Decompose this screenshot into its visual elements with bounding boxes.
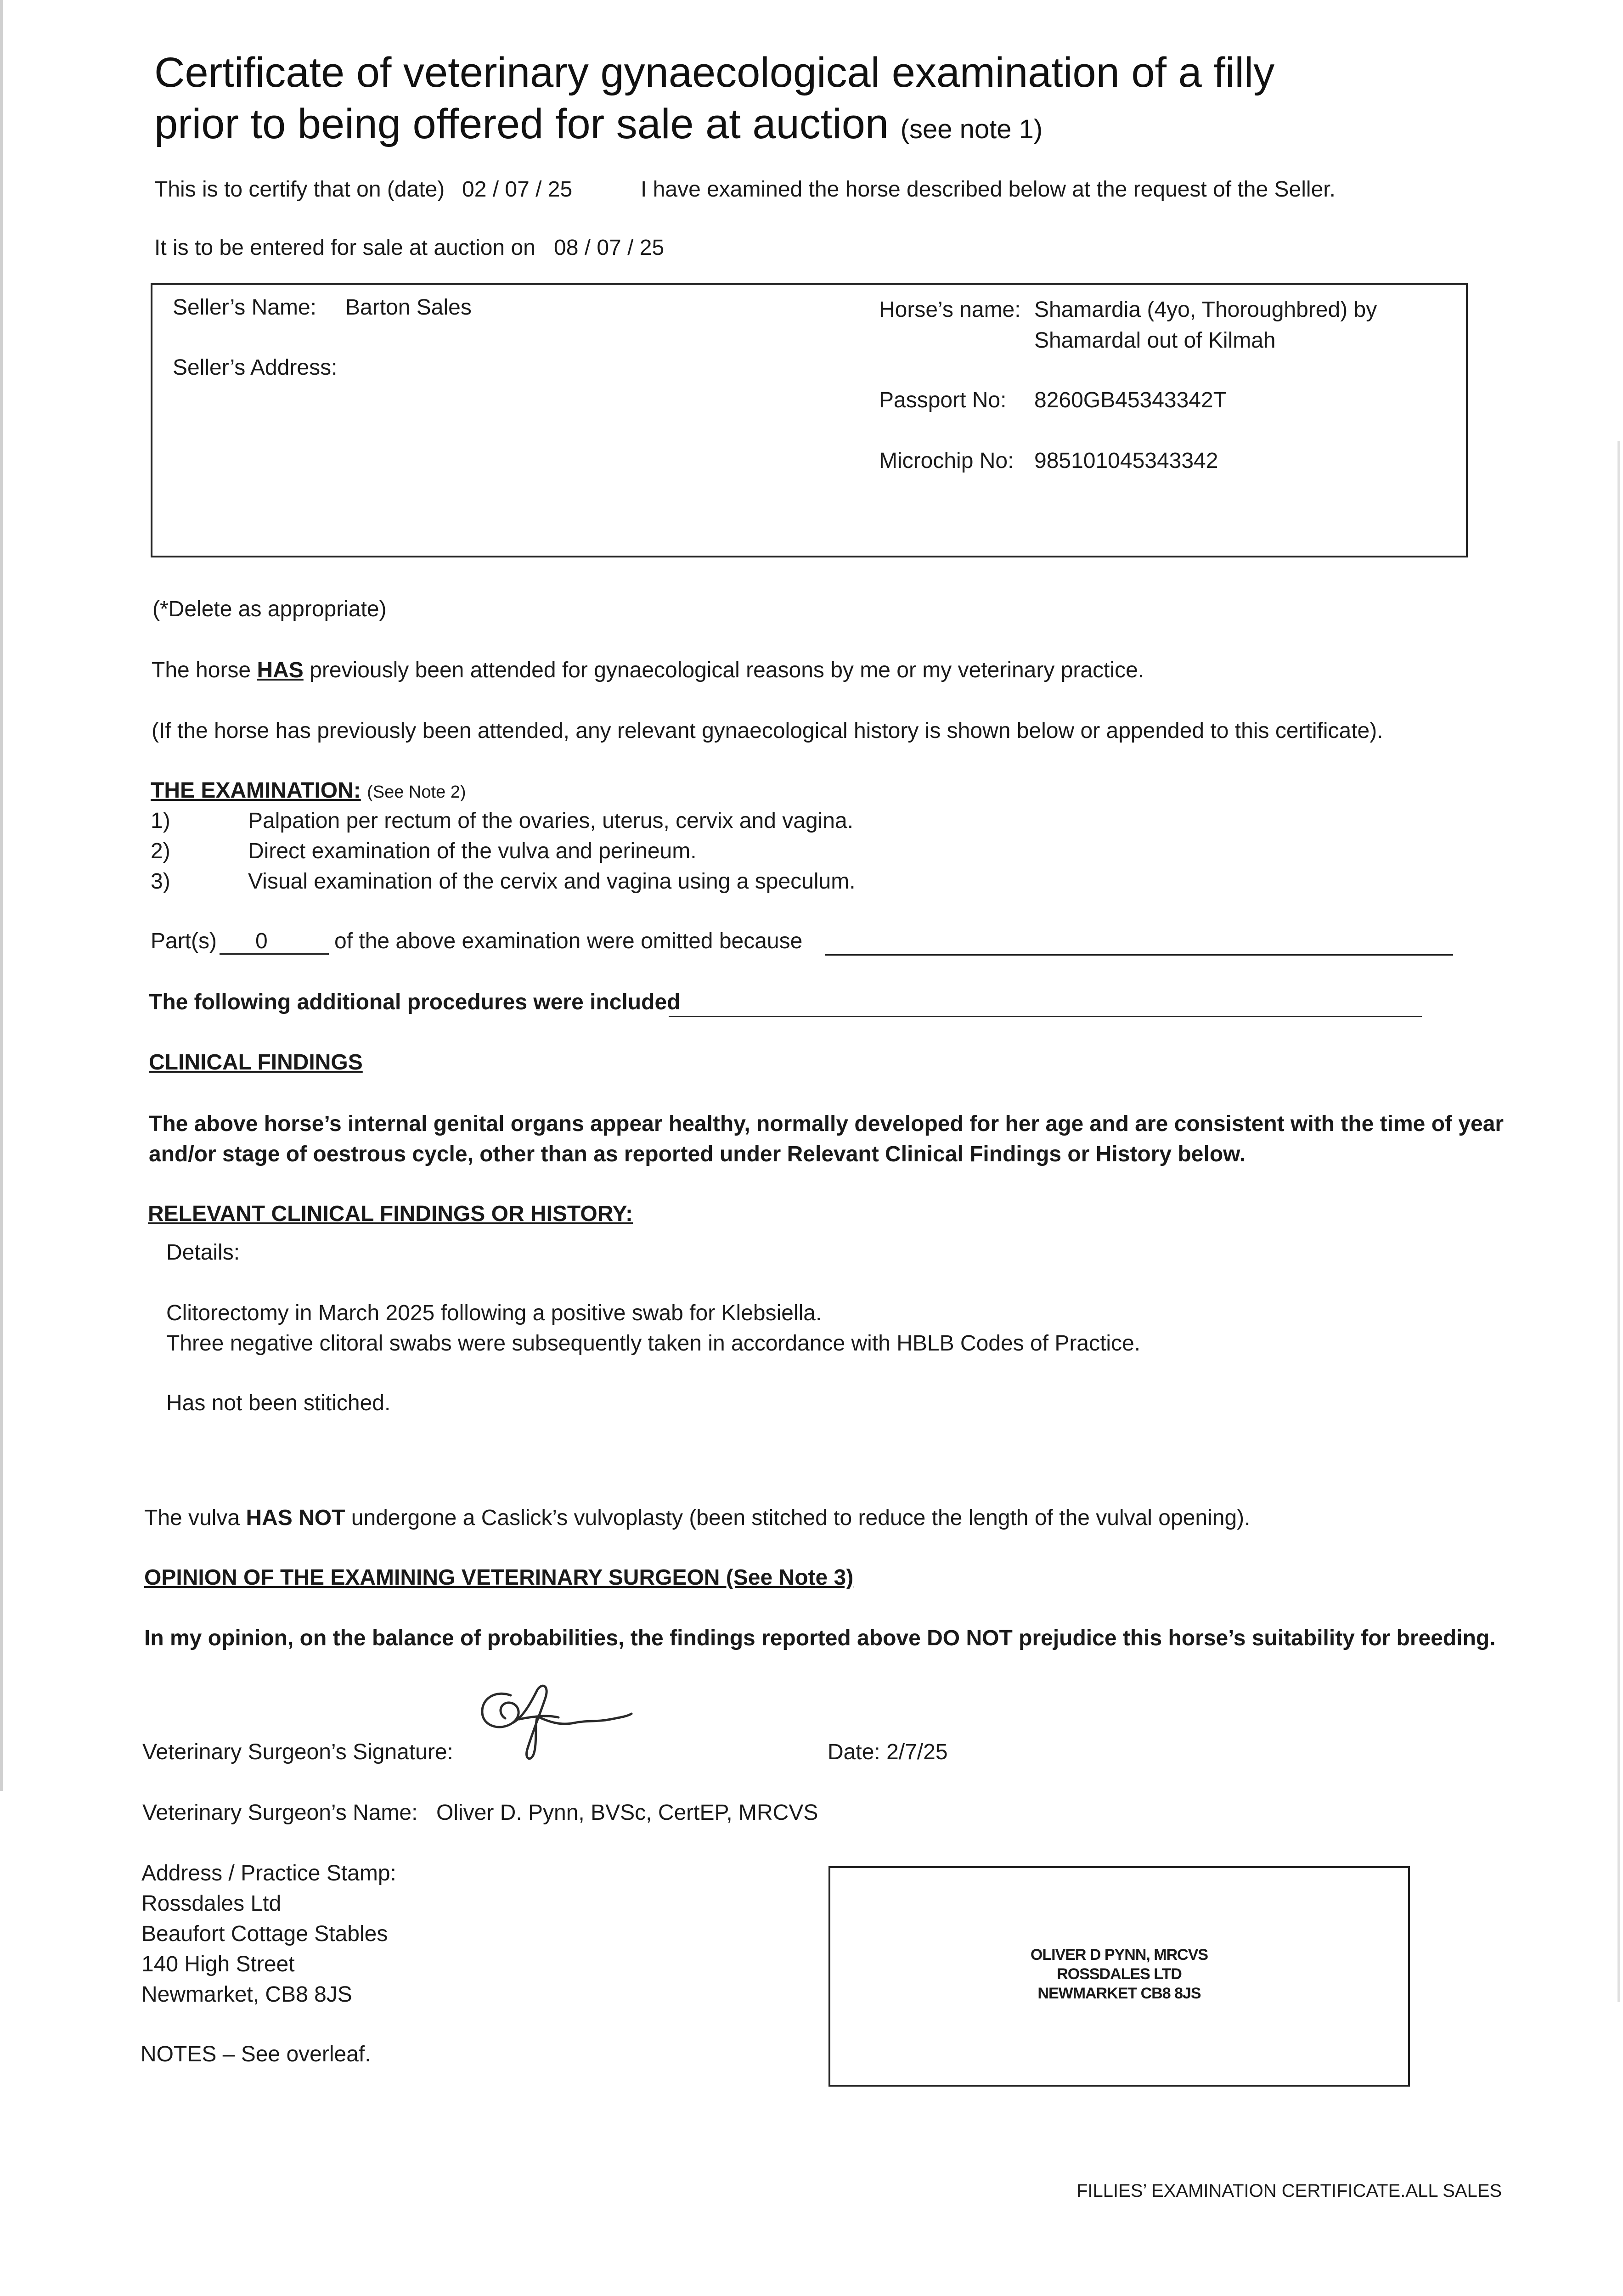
horse-name-line-1: Shamardia (4yo, Thoroughbred) by [1034,298,1377,322]
certify-suffix: I have examined the horse described below at the request of the Seller. [641,177,1336,202]
omitted-suffix: of the above examination were omitted because [334,929,803,953]
exam-date: 02 / 07 / 25 [462,177,573,202]
title-line-1: Certificate of veterinary gynaecological examination of a filly [154,49,1275,96]
scan-edge-left [0,0,3,1791]
exam-item-3-text: Visual examination of the cervix and vagina using a speculum. [248,869,856,894]
notes-see-overleaf: NOTES – See overleaf. [141,2042,371,2066]
exam-item-2-num: 2) [151,839,170,863]
opinion-heading: OPINION OF THE EXAMINING VETERINARY SURGEON (See Note 3) [144,1565,854,1590]
exam-item-1-num: 1) [151,809,170,833]
seller-name: Barton Sales [345,295,472,320]
signature-date-value: 2/7/25 [886,1740,948,1764]
attendance-suffix: previously been attended for gynaecological reasons by me or my veterinary practice. [310,658,1144,682]
surgeon-name-label: Veterinary Surgeon’s Name: [142,1801,418,1825]
certify-prefix: This is to certify that on (date) [154,177,445,202]
signature-date-label: Date: [828,1740,880,1764]
address-line-3: 140 High Street [141,1952,295,1976]
details-line-2: Three negative clitoral swabs were subsequently taken in accordance with HBLB Codes of Practice. [166,1331,1141,1356]
clinical-statement-line-2: and/or stage of oestrous cycle, other than as reported under Relevant Clinical Findings or History below. [149,1142,1246,1166]
scan-edge-right [1617,441,1620,2002]
additional-procedures-label: The following additional procedures were included [149,990,681,1014]
omitted-value: 0 [255,929,268,953]
title-line-2 [154,99,1043,154]
signature-label: Veterinary Surgeon’s Signature: [142,1740,453,1764]
details-line-1: Clitorectomy in March 2025 following a positive swab for Klebsiella. [166,1301,822,1325]
sale-prefix: It is to be entered for sale at auction on [154,236,535,260]
vulva-prefix: The vulva [144,1506,240,1530]
attendance-has: HAS [257,658,304,682]
footer-form-name: FILLIES’ EXAMINATION CERTIFICATE.ALL SALES [1076,2181,1502,2201]
exam-item-3-num: 3) [151,869,170,894]
microchip-number: 985101045343342 [1034,449,1218,473]
seller-name-label: Seller’s Name: [173,295,317,320]
vulva-has-not: HAS NOT [246,1506,345,1530]
opinion-statement: In my opinion, on the balance of probabilities, the findings reported above DO NOT prejudice this horse’s suitability for breeding. [144,1626,1496,1650]
sale-date: 08 / 07 / 25 [554,236,665,260]
address-label: Address / Practice Stamp: [141,1861,396,1885]
details-box [151,283,1468,557]
omitted-parts-underline [220,953,329,955]
signature-date [828,1739,948,1766]
exam-item-2-text: Direct examination of the vulva and perineum. [248,839,697,863]
horse-name-label: Horse’s name: [879,298,1021,322]
additional-procedures-line [669,1016,1422,1017]
address-line-2: Beaufort Cottage Stables [141,1922,388,1946]
exam-item-1-text: Palpation per rectum of the ovaries, uterus, cervix and vagina. [248,809,854,833]
clinical-findings-heading: CLINICAL FINDINGS [149,1050,363,1075]
stamp-line-3: NEWMARKET CB8 8JS [1037,1985,1201,2002]
relevant-findings-heading: RELEVANT CLINICAL FINDINGS OR HISTORY: [148,1202,633,1226]
stamp-line-2: ROSSDALES LTD [1057,1965,1182,1983]
passport-label: Passport No: [879,388,1007,412]
examination-heading [151,777,466,806]
details-label: Details: [166,1240,240,1265]
clinical-statement-line-1: The above horse’s internal genital organs appear healthy, normally developed for her age and are consistent with the time of year [149,1112,1504,1136]
practice-stamp [828,1945,1410,2003]
omitted-prefix: Part(s) [151,929,217,953]
address-line-4: Newmarket, CB8 8JS [141,1982,352,2007]
address-line-1: Rossdales Ltd [141,1891,282,1916]
vulva-statement [144,1504,1250,1532]
attendance-prefix: The horse [152,658,251,682]
signature-image [468,1681,634,1763]
delete-note: (*Delete as appropriate) [152,597,387,621]
stamp-line-1: OLIVER D PYNN, MRCVS [1030,1946,1208,1964]
history-note: (If the horse has previously been attended, any relevant gynaecological history is shown below or appended to this certificate). [152,719,1383,743]
details-line-3: Has not been stitiched. [166,1391,391,1415]
omitted-reason-line [825,954,1453,956]
vulva-suffix: undergone a Caslick’s vulvoplasty (been stitched to reduce the length of the vulval opening). [351,1506,1251,1530]
surgeon-name: Oliver D. Pynn, BVSc, CertEP, MRCVS [436,1801,818,1825]
seller-address-label: Seller’s Address: [173,355,338,380]
passport-number: 8260GB45343342T [1034,388,1227,412]
attendance-statement [152,657,1144,684]
title-line-2-text: prior to being offered for sale at auction [154,101,889,147]
title-note: (see note 1) [900,114,1043,144]
examination-heading-note: (See Note 2) [367,782,466,802]
examination-heading-text: THE EXAMINATION: [151,778,361,803]
microchip-label: Microchip No: [879,449,1014,473]
horse-name-line-2: Shamardal out of Kilmah [1034,328,1276,353]
